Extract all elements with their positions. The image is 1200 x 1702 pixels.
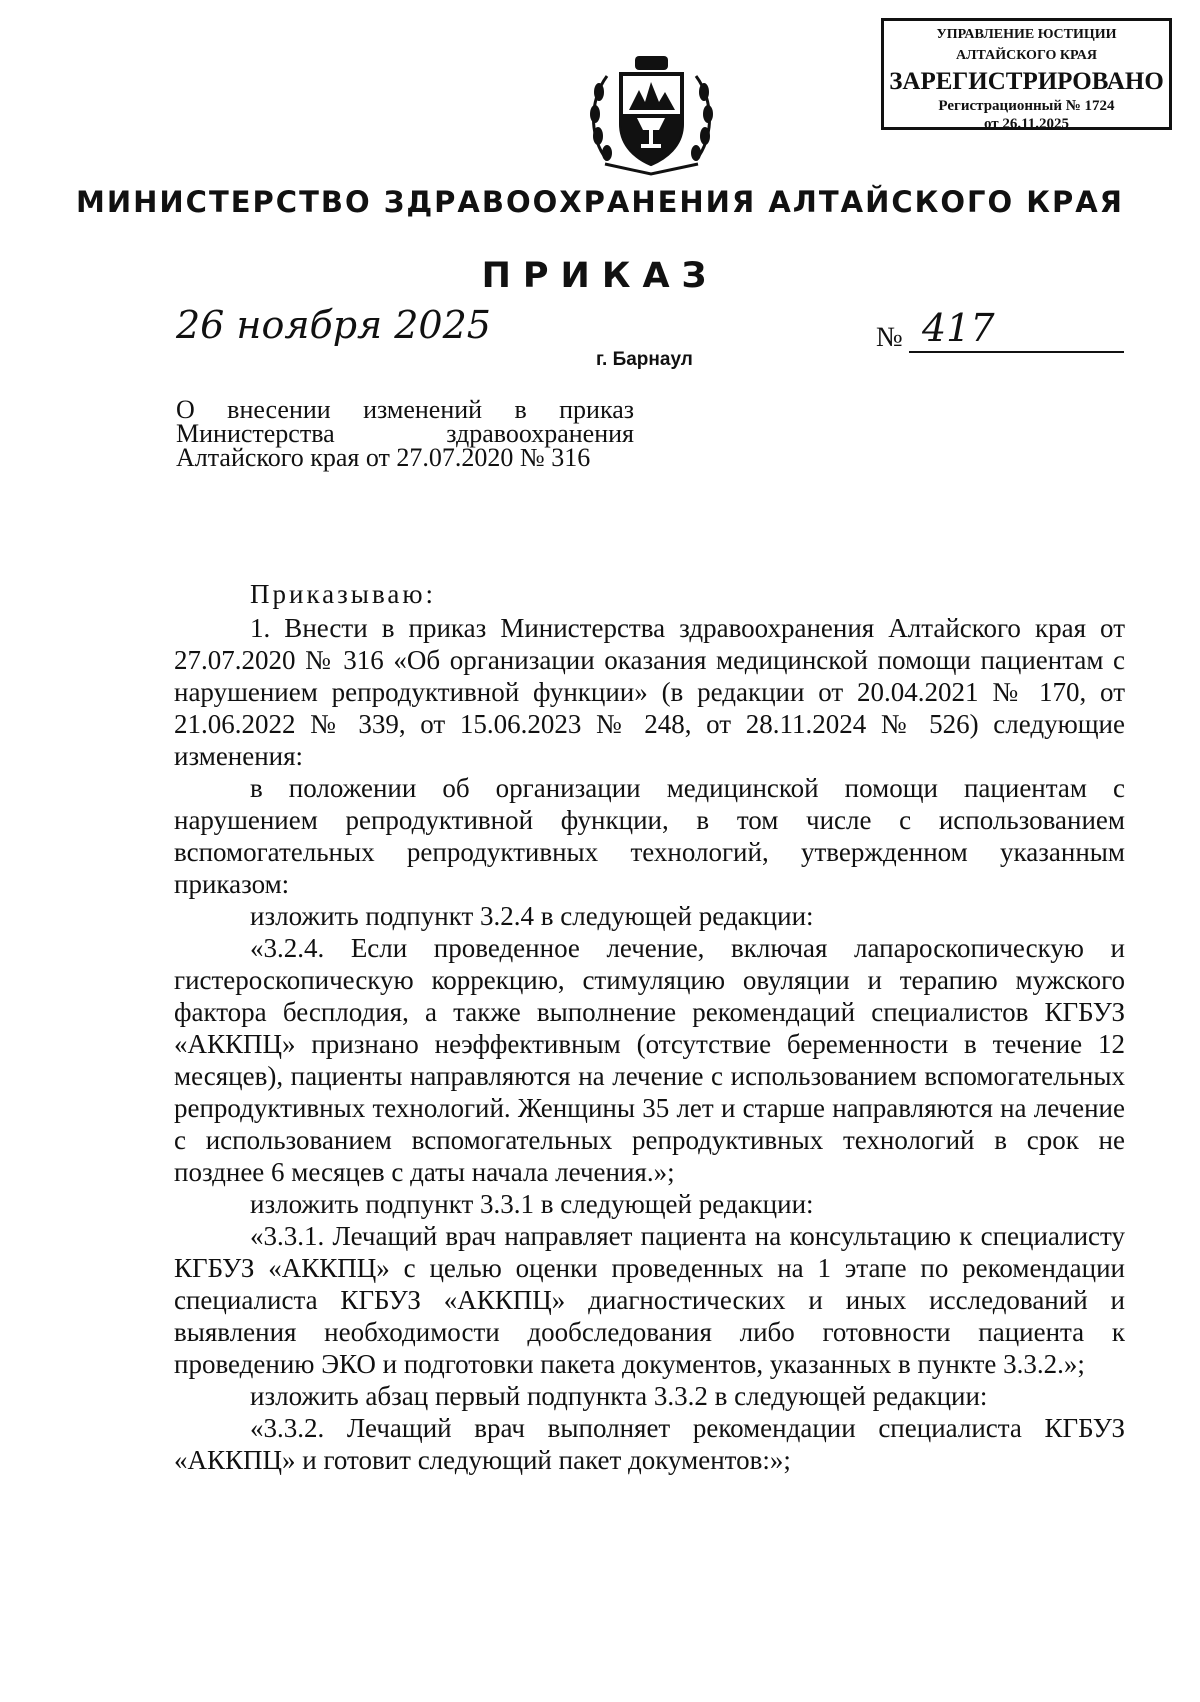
paragraph-6: «3.3.1. Лечащий врач направляет пациента на консультацию к специалисту КГБУЗ «АККПЦ» с целью оценки проведенных на 1 этапе по рекомендации специалиста КГБУЗ «АККПЦ» диагностических и иных исследований и выявления необходимости дообследования либо готовности пациента к проведению ЭКО и подготовки пакета документов, указанных в пункте 3.3.2.»; <box>174 1221 1125 1379</box>
order-word: Приказываю: <box>250 579 436 609</box>
city-label: г. Барнаул <box>596 349 693 370</box>
paragraph-2: в положении об организации медицинской помощи пациентам с нарушением репродуктивной функции, в том числе с использованием вспомогательных репродуктивных технологий, утвержденном указанным приказом: <box>174 773 1125 899</box>
document-type-title: ПРИКАЗ <box>481 256 719 296</box>
stamp-registered: ЗАРЕГИСТРИРОВАНО <box>889 68 1164 95</box>
registration-stamp <box>881 18 1172 130</box>
ministry-title: МИНИСТЕРСТВО ЗДРАВООХРАНЕНИЯ АЛТАЙСКОГО КРАЯ <box>76 185 1124 219</box>
stamp-reg-number: Регистрационный № 1724 <box>938 98 1115 114</box>
paragraph-8: «3.3.2. Лечащий врач выполняет рекомендации специалиста КГБУЗ «АККПЦ» и готовит следующий пакет документов:»; <box>174 1413 1125 1475</box>
stamp-org-line2: АЛТАЙСКОГО КРАЯ <box>955 48 1098 63</box>
paragraph-1: 1. Внести в приказ Министерства здравоохранения Алтайского края от 27.07.2020 № 316 «Об организации оказания медицинской помощи пациентам с нарушением репродуктивной функции» (в редакции от 20.04.2021 № 170, от 21.06.2022 № 339, от 15.06.2023 № 248, от 28.11.2024 № 526) следующие изменения: <box>174 613 1125 771</box>
order-body <box>174 578 1125 1476</box>
stamp-org-line1: УПРАВЛЕНИЕ ЮСТИЦИИ <box>936 27 1117 42</box>
paragraph-7: изложить абзац первый подпункта 3.3.2 в следующей редакции: <box>250 1381 988 1411</box>
handwritten-number: 417 <box>922 306 995 350</box>
order-subject <box>176 395 634 472</box>
number-label: № <box>876 322 903 353</box>
paragraph-4: «3.2.4. Если проведенное лечение, включая лапароскопическую и гистероскопическую коррекцию, стимуляцию овуляции и терапию мужского фактора бесплодия, а также выполнение рекомендаций специалистов КГБУЗ «АККПЦ» признано неэффективным (отсутствие беременности в течение 12 месяцев), пациенты направляются на лечение с использованием вспомогательных репродуктивных технологий. Женщины 35 лет и старше направляются на лечение с использованием вспомогательных репродуктивных технологий в срок не позднее 6 месяцев с даты начала лечения.»; <box>174 933 1125 1187</box>
paragraph-5: изложить подпункт 3.3.1 в следующей редакции: <box>250 1189 814 1219</box>
number-underline <box>909 351 1124 353</box>
stamp-reg-date: от 26.11.2025 <box>983 116 1070 132</box>
subject-line-1: О внесении изменений в приказ <box>176 395 634 424</box>
subject-line-2: Министерства здравоохранения <box>176 419 634 448</box>
paragraph-3: изложить подпункт 3.2.4 в следующей редакции: <box>250 901 814 931</box>
coat-of-arms-icon <box>585 52 718 178</box>
handwritten-date: 26 ноября 2025 <box>176 303 491 347</box>
subject-line-3: Алтайского края от 27.07.2020 № 316 <box>176 443 591 472</box>
